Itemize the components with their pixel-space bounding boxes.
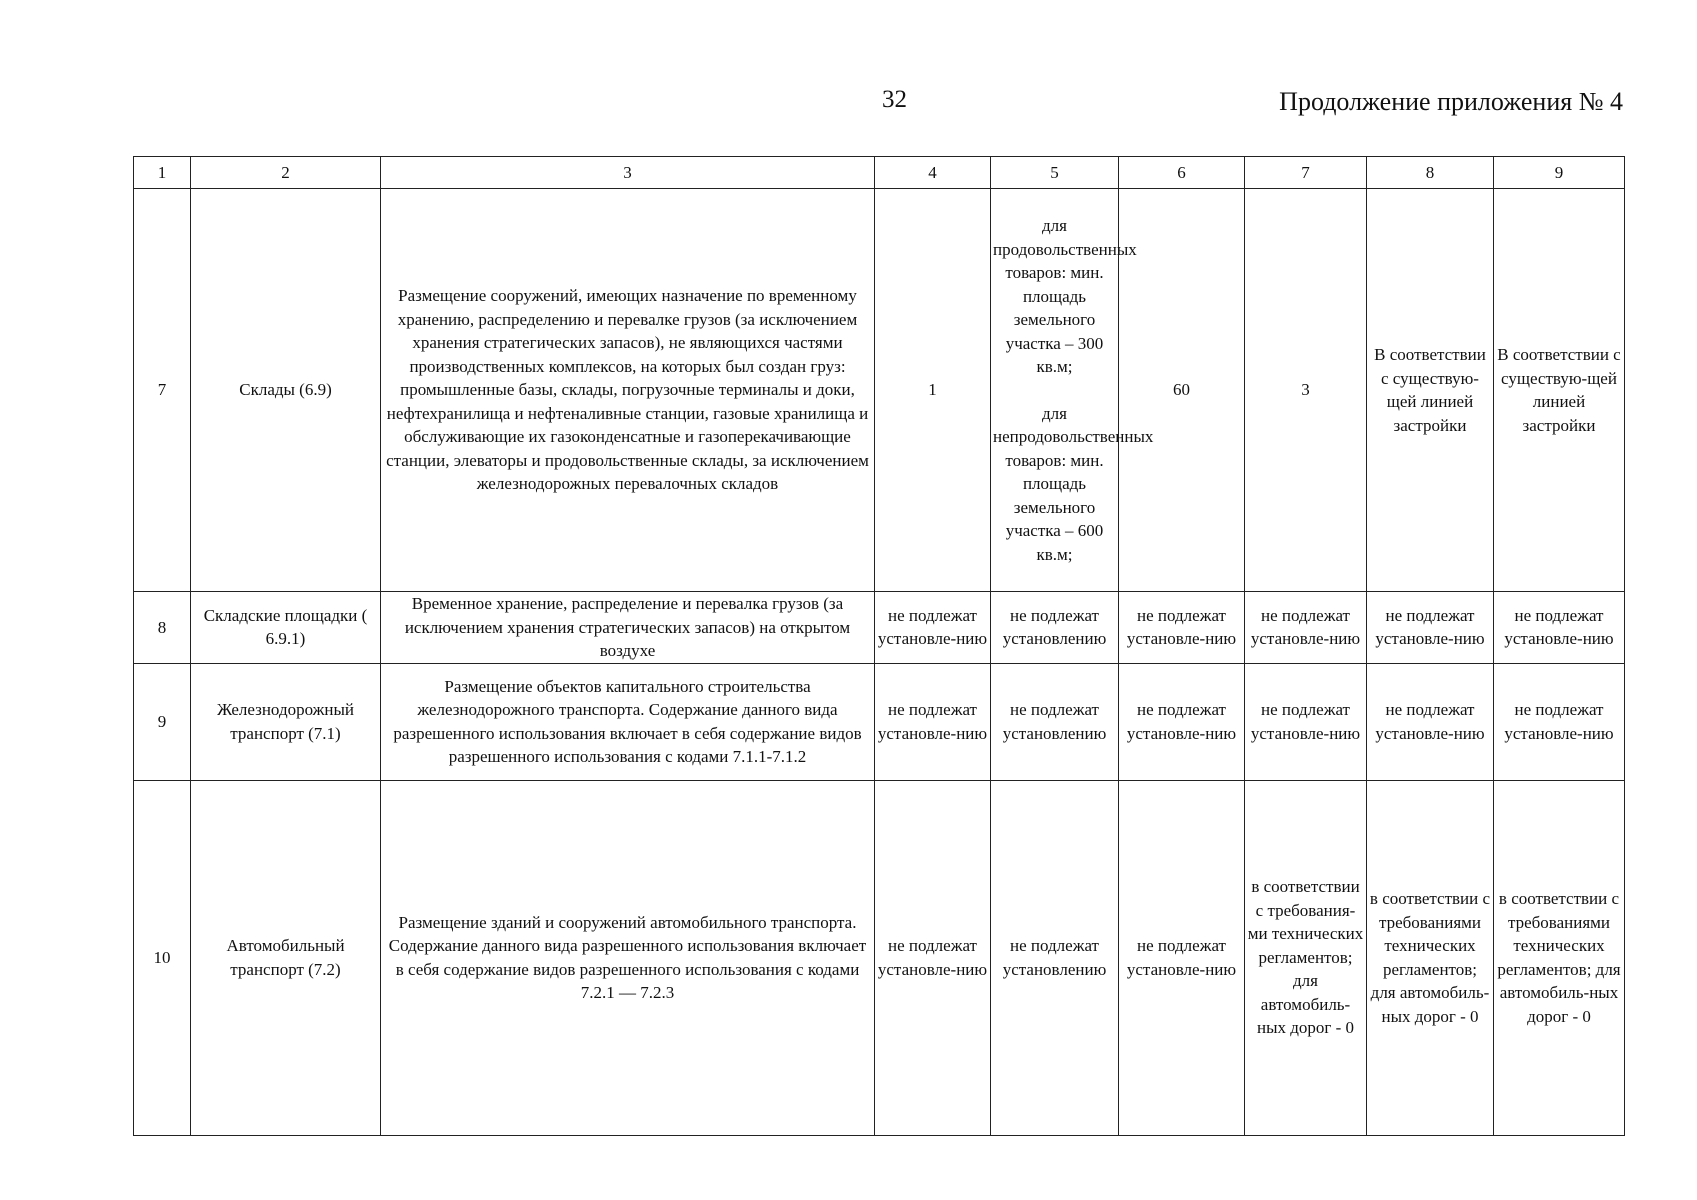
min-plot-area — [991, 189, 1154, 592]
cell-value: не подлежат установле-нию — [1119, 780, 1245, 1135]
use-type-description: Размещение объектов капитального строительства железнодорожного транспорта. Содержание данного вида разрешенного использования включает в себя содержание видов разрешенного использования с кодами 7.1.1-7.1.2 — [381, 663, 875, 780]
cell-value: не подлежат установле-нию — [875, 663, 991, 780]
column-number: 3 — [381, 157, 875, 189]
table-row — [134, 663, 1625, 780]
row-number: 10 — [134, 780, 191, 1135]
cell-value: 1 — [875, 189, 991, 592]
column-number: 9 — [1494, 157, 1625, 189]
row-number: 8 — [134, 592, 191, 664]
cell-value: не подлежат установле-нию — [1119, 592, 1245, 664]
cell-value: не подлежат установлению — [991, 592, 1119, 664]
cell-value: не подлежат установле-нию — [1245, 663, 1367, 780]
table-row — [134, 780, 1625, 1135]
use-type-name: Склады (6.9) — [191, 189, 381, 592]
cell-value: не подлежат установле-нию — [1119, 663, 1245, 780]
use-type-name: Складские площадки ( 6.9.1) — [191, 592, 381, 664]
row-number: 9 — [134, 663, 191, 780]
cell-value: не подлежат установле-нию — [875, 592, 991, 664]
column-number-row — [134, 157, 1625, 189]
column-number: 6 — [1119, 157, 1245, 189]
regulations-table — [133, 156, 1625, 1136]
cell-value: не подлежат установлению — [991, 663, 1119, 780]
appendix-header: Продолжение приложения № 4 — [1279, 87, 1623, 116]
cell-value: в соответствии с требованиями технических регламентов; для автомобиль-ных дорог - 0 — [1367, 780, 1494, 1135]
row-number: 7 — [134, 189, 191, 592]
table-row — [134, 189, 1625, 592]
min-plot-area-nonfood: для непродовольственных товаров: мин. площадь земельного участка – 600 кв.м; — [993, 403, 1154, 564]
cell-value: В соответствии с существую-щей линией застройки — [1494, 189, 1625, 592]
page-number: 32 — [882, 86, 907, 113]
use-type-description: Размещение сооружений, имеющих назначение по временному хранению, распределению и перевалке грузов (за исключением хранения стратегических запасов), не являющихся частями производственных комплексов, на которых был создан груз: промышленные базы, склады, погрузочные терминалы и доки, нефтехранилища и нефтеналивные станции, газовые хранилища и обслуживающие их газоконденсатные и газоперекачивающие станции, элеваторы и продовольственные склады, за исключением железнодорожных перевалочных складов — [381, 189, 875, 592]
use-type-name: Железнодорожный транспорт (7.1) — [191, 663, 381, 780]
column-number: 7 — [1245, 157, 1367, 189]
cell-value: в соответствии с требования-ми технических регламентов; для автомобиль-ных дорог - 0 — [1245, 780, 1367, 1135]
cell-value: не подлежат установле-нию — [1494, 663, 1625, 780]
min-plot-area-food: для продовольственных товаров: мин. площадь земельного участка – 300 кв.м; — [993, 216, 1137, 376]
column-number: 1 — [134, 157, 191, 189]
cell-value: не подлежат установле-нию — [875, 780, 991, 1135]
use-type-description — [381, 780, 875, 1135]
cell-value: в соответствии с требованиями технических регламентов; для автомобиль-ных дорог - 0 — [1494, 780, 1625, 1135]
column-number: 4 — [875, 157, 991, 189]
column-number: 8 — [1367, 157, 1494, 189]
cell-value: не подлежат установле-нию — [1367, 663, 1494, 780]
cell-value: не подлежат установлению — [991, 780, 1119, 1135]
cell-value: В соответствии с существую-щей линией застройки — [1367, 189, 1494, 592]
use-type-description: Временное хранение, распределение и перевалка грузов (за исключением хранения стратегических запасов) на открытом воздухе — [381, 592, 875, 664]
column-number: 2 — [191, 157, 381, 189]
cell-value: не подлежат установле-нию — [1245, 592, 1367, 664]
use-type-name: Автомобильный транспорт (7.2) — [191, 780, 381, 1135]
cell-value: не подлежат установле-нию — [1367, 592, 1494, 664]
cell-value: не подлежат установле-нию — [1494, 592, 1625, 664]
cell-value: 60 — [1119, 189, 1245, 592]
description-part: Содержание данного вида разрешенного использования включает в себя содержание видов разрешенного использования с кодами 7.2.1 — 7.2.3 — [388, 936, 867, 1002]
column-number: 5 — [991, 157, 1119, 189]
cell-value: 3 — [1245, 189, 1367, 592]
table-row — [134, 592, 1625, 664]
description-part: Размещение зданий и сооружений автомобильного транспорта. — [398, 912, 857, 932]
